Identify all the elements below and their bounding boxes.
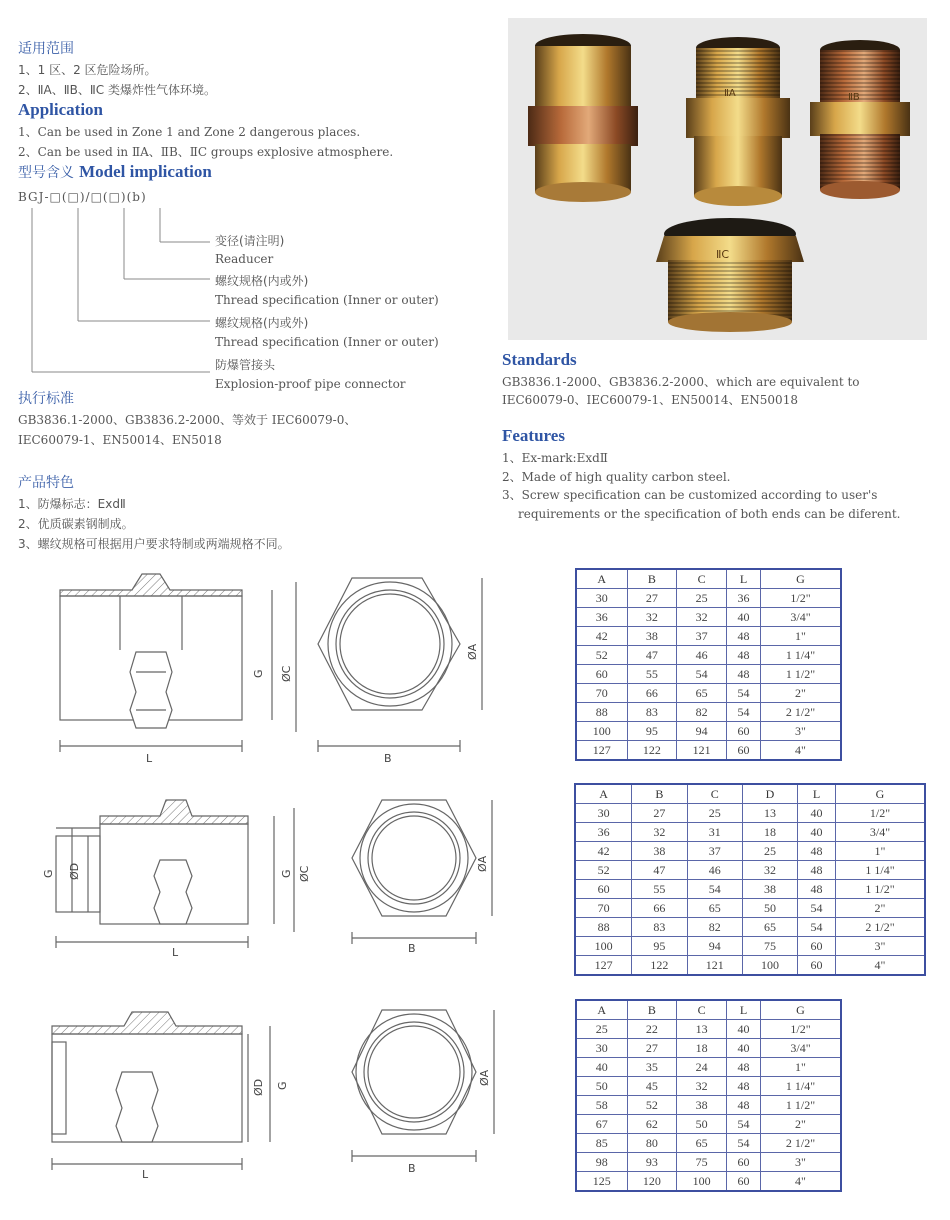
table-cell: 36 [727, 589, 761, 608]
table-cell: 52 [575, 861, 632, 880]
table-row [576, 1096, 841, 1115]
table-cell: 31 [687, 823, 742, 842]
table-cell: 13 [677, 1020, 727, 1039]
table-header-row [576, 1000, 841, 1020]
drawing-3-side [52, 1012, 270, 1170]
table-cell: 122 [627, 741, 677, 761]
dim-d1-G: G [252, 669, 265, 678]
application-title: Application [18, 100, 104, 119]
application-item-1: 1、Can be used in Zone 1 and Zone 2 dangerous places. [18, 125, 361, 139]
table-cell: 42 [576, 627, 627, 646]
standard-cn-line-1: GB3836.1-2000、GB3836.2-2000、等效于 IEC60079-0、 [18, 413, 357, 427]
application-item-2: 2、Can be used in ⅡA、ⅡB、ⅡC groups explosive atmosphere. [18, 145, 394, 159]
table-cell: 4" [761, 741, 841, 761]
table-cell: 48 [727, 627, 761, 646]
table-cell: 60 [727, 1172, 761, 1192]
table-cell: 100 [742, 956, 797, 976]
dim-d1-B: B [384, 752, 392, 765]
table-cell: 37 [687, 842, 742, 861]
table-header-cell: A [576, 1000, 627, 1020]
table-cell: 100 [575, 937, 632, 956]
dim-d1-L: L [146, 752, 153, 765]
features-cn-item-2: 2、优质碳素钢制成。 [18, 517, 134, 531]
table-cell: 2" [835, 899, 925, 918]
table-cell: 38 [627, 627, 677, 646]
table-cell: 54 [727, 684, 761, 703]
table-header-row [575, 784, 925, 804]
table-cell: 32 [632, 823, 687, 842]
table-cell: 52 [576, 646, 627, 665]
table-header-cell: A [576, 569, 627, 589]
model-label-thread1-cn: 螺纹规格(内或外) [215, 316, 309, 330]
table-cell: 52 [627, 1096, 677, 1115]
table-cell: 66 [627, 684, 677, 703]
table-cell: 1" [761, 1058, 841, 1077]
table-cell: 32 [677, 1077, 727, 1096]
table-cell: 48 [798, 861, 836, 880]
model-title [18, 162, 212, 182]
table-cell: 66 [632, 899, 687, 918]
spec-table-2 [574, 783, 926, 976]
table-header-cell: G [761, 569, 841, 589]
table-cell: 100 [677, 1172, 727, 1192]
table-header-cell: C [677, 1000, 727, 1020]
table-cell: 2 1/2" [835, 918, 925, 937]
table-cell: 83 [632, 918, 687, 937]
table-cell: 47 [632, 861, 687, 880]
features-en-item-3-cont: requirements or the specification of both ends can be diferent. [518, 507, 901, 521]
table-header-cell: B [627, 569, 677, 589]
table-cell: 1 1/4" [835, 861, 925, 880]
table-cell: 48 [798, 880, 836, 899]
model-label-connector-cn: 防爆管接头 [215, 358, 276, 372]
table-cell: 48 [727, 646, 761, 665]
table-cell: 1" [761, 627, 841, 646]
table-cell: 70 [576, 684, 627, 703]
table-cell: 40 [576, 1058, 627, 1077]
model-title-en: Model implication [79, 162, 212, 181]
table-cell: 4" [835, 956, 925, 976]
table-cell: 82 [687, 918, 742, 937]
table-cell: 88 [575, 918, 632, 937]
dim-d3-L: L [142, 1168, 149, 1181]
standards-en-line-1: GB3836.1-2000、GB3836.2-2000、which are equivalent to [502, 375, 860, 389]
table-cell: 94 [677, 722, 727, 741]
table-cell: 1/2" [835, 804, 925, 823]
drawing-1-end [318, 578, 482, 752]
table-row [576, 741, 841, 761]
table-cell: 54 [727, 1134, 761, 1153]
technical-drawings [0, 560, 560, 1200]
photo-mark-1: ⅡA [724, 88, 736, 99]
fitting-2 [686, 37, 790, 206]
spec-table-1 [575, 568, 842, 761]
table-cell: 60 [727, 741, 761, 761]
table-cell: 93 [627, 1153, 677, 1172]
table-cell: 1" [835, 842, 925, 861]
table-cell: 54 [727, 1115, 761, 1134]
table-row [575, 937, 925, 956]
table-cell: 32 [677, 608, 727, 627]
table-cell: 54 [798, 899, 836, 918]
table-cell: 60 [727, 722, 761, 741]
table-row [576, 684, 841, 703]
table-cell: 1 1/4" [761, 646, 841, 665]
dim-d3-A: ØA [478, 1069, 491, 1086]
table-cell: 2" [761, 684, 841, 703]
standards-title-en: Standards [502, 350, 577, 369]
table-cell: 75 [677, 1153, 727, 1172]
table-cell: 3" [761, 722, 841, 741]
table-cell: 1/2" [761, 1020, 841, 1039]
table-row [576, 1058, 841, 1077]
scope-item-1: 1、1 区、2 区危险场所。 [18, 63, 157, 77]
table-cell: 60 [798, 956, 836, 976]
table-cell: 83 [627, 703, 677, 722]
fitting-1 [528, 34, 638, 202]
table-cell: 75 [742, 937, 797, 956]
dim-d1-C: ØC [280, 665, 293, 682]
table-header-cell: A [575, 784, 632, 804]
table-cell: 82 [677, 703, 727, 722]
table-cell: 18 [742, 823, 797, 842]
table-cell: 121 [687, 956, 742, 976]
table-row [576, 1077, 841, 1096]
table-cell: 46 [677, 646, 727, 665]
model-label-thread2-cn: 螺纹规格(内或外) [215, 274, 309, 288]
table-cell: 48 [727, 665, 761, 684]
table-row [575, 842, 925, 861]
photo-mark-3: ⅡC [716, 248, 730, 261]
table-cell: 46 [687, 861, 742, 880]
model-code: BGJ-□(□)/□(□)(b) [18, 190, 147, 204]
table-row [576, 1020, 841, 1039]
drawing-2-end [352, 800, 492, 944]
table-cell: 4" [761, 1172, 841, 1192]
table-cell: 48 [727, 1096, 761, 1115]
dim-d2-B: B [408, 942, 416, 955]
table-cell: 88 [576, 703, 627, 722]
table-cell: 38 [632, 842, 687, 861]
scope-title-cn: 适用范围 [18, 41, 74, 57]
table-cell: 127 [575, 956, 632, 976]
table-cell: 27 [632, 804, 687, 823]
table-row [576, 1115, 841, 1134]
table-cell: 25 [576, 1020, 627, 1039]
table-header-cell: B [632, 784, 687, 804]
table-cell: 45 [627, 1077, 677, 1096]
features-en-item-1: 1、Ex-mark:ExdⅡ [502, 451, 608, 465]
model-label-reducer-cn: 变径(请注明) [215, 234, 285, 248]
fitting-3 [810, 40, 910, 199]
table-cell: 60 [576, 665, 627, 684]
table-row [575, 804, 925, 823]
table-cell: 2 1/2" [761, 703, 841, 722]
table-cell: 22 [627, 1020, 677, 1039]
table-cell: 67 [576, 1115, 627, 1134]
drawing-2-side [56, 800, 294, 948]
table-cell: 98 [576, 1153, 627, 1172]
table-cell: 54 [798, 918, 836, 937]
table-row [576, 627, 841, 646]
table-header-cell: G [835, 784, 925, 804]
table-cell: 65 [687, 899, 742, 918]
table-cell: 121 [677, 741, 727, 761]
table-row [576, 1172, 841, 1192]
drawing-3-end [352, 1010, 494, 1162]
table-cell: 24 [677, 1058, 727, 1077]
table-cell: 30 [575, 804, 632, 823]
table-cell: 1 1/2" [761, 665, 841, 684]
table-cell: 1/2" [761, 589, 841, 608]
table-cell: 58 [576, 1096, 627, 1115]
table-cell: 42 [575, 842, 632, 861]
dim-d2-L: L [172, 946, 179, 959]
table-cell: 38 [742, 880, 797, 899]
drawing-1-side [60, 574, 296, 752]
table-cell: 40 [727, 1020, 761, 1039]
table-cell: 48 [727, 1077, 761, 1096]
table-cell: 40 [798, 804, 836, 823]
table-cell: 50 [677, 1115, 727, 1134]
table-cell: 50 [576, 1077, 627, 1096]
table-cell: 85 [576, 1134, 627, 1153]
table-cell: 50 [742, 899, 797, 918]
model-label-connector-en: Explosion-proof pipe connector [215, 377, 406, 391]
table-header-cell: G [761, 1000, 841, 1020]
table-cell: 54 [677, 665, 727, 684]
table-cell: 65 [677, 1134, 727, 1153]
features-cn-item-1: 1、防爆标志：ExdⅡ [18, 497, 126, 511]
table-cell: 18 [677, 1039, 727, 1058]
dim-d2-G-right: G [280, 869, 293, 878]
table-cell: 122 [632, 956, 687, 976]
table-cell: 95 [632, 937, 687, 956]
table-cell: 3/4" [835, 823, 925, 842]
standard-cn-line-2: IEC60079-1、EN50014、EN5018 [18, 433, 222, 447]
table-cell: 40 [727, 608, 761, 627]
model-title-cn: 型号含义 [18, 165, 74, 181]
table-row [576, 722, 841, 741]
table-row [576, 646, 841, 665]
table-row [576, 1039, 841, 1058]
table-cell: 60 [798, 937, 836, 956]
scope-item-2: 2、ⅡA、ⅡB、ⅡC 类爆炸性气体环境。 [18, 83, 216, 97]
table-row [576, 1134, 841, 1153]
table-cell: 65 [742, 918, 797, 937]
table-cell: 80 [627, 1134, 677, 1153]
model-label-thread2-en: Thread specification (Inner or outer) [215, 293, 439, 307]
dim-d3-D: ØD [252, 1078, 265, 1096]
product-photo [508, 18, 927, 340]
table-cell: 30 [576, 589, 627, 608]
table-header-cell: C [677, 569, 727, 589]
table-cell: 13 [742, 804, 797, 823]
table-cell: 48 [798, 842, 836, 861]
table-cell: 62 [627, 1115, 677, 1134]
table-cell: 25 [677, 589, 727, 608]
table-cell: 35 [627, 1058, 677, 1077]
table-cell: 3/4" [761, 608, 841, 627]
table-cell: 32 [742, 861, 797, 880]
table-header-cell: L [727, 569, 761, 589]
table-cell: 94 [687, 937, 742, 956]
table-cell: 125 [576, 1172, 627, 1192]
table-header-cell: B [627, 1000, 677, 1020]
standard-title-cn: 执行标准 [18, 391, 74, 407]
features-en-item-3: 3、Screw specification can be customized according to user's [502, 488, 878, 502]
table-cell: 36 [575, 823, 632, 842]
table-cell: 48 [727, 1058, 761, 1077]
table-cell: 70 [575, 899, 632, 918]
dim-d2-G-left: G [42, 869, 55, 878]
table-cell: 65 [677, 684, 727, 703]
dim-d2-A: ØA [476, 855, 489, 872]
table-cell: 3/4" [761, 1039, 841, 1058]
table-row [575, 861, 925, 880]
table-cell: 60 [727, 1153, 761, 1172]
table-cell: 37 [677, 627, 727, 646]
table-cell: 1 1/2" [835, 880, 925, 899]
table-header-row [576, 569, 841, 589]
features-cn-item-3: 3、螺纹规格可根据用户要求特制或两端规格不同。 [18, 537, 290, 551]
table-cell: 36 [576, 608, 627, 627]
table-cell: 30 [576, 1039, 627, 1058]
table-cell: 2" [761, 1115, 841, 1134]
dim-d1-A: ØA [466, 643, 479, 660]
table-row [576, 1153, 841, 1172]
table-header-cell: L [798, 784, 836, 804]
table-cell: 25 [687, 804, 742, 823]
table-row [575, 823, 925, 842]
photo-mark-2: ⅡB [848, 92, 860, 103]
table-row [575, 899, 925, 918]
table-cell: 2 1/2" [761, 1134, 841, 1153]
features-title-cn: 产品特色 [18, 475, 74, 491]
table-cell: 32 [627, 608, 677, 627]
fitting-4 [656, 218, 804, 332]
table-cell: 54 [727, 703, 761, 722]
table-cell: 27 [627, 589, 677, 608]
table-row [576, 589, 841, 608]
table-cell: 95 [627, 722, 677, 741]
features-en-item-2: 2、Made of high quality carbon steel. [502, 470, 731, 484]
table-cell: 1 1/2" [761, 1096, 841, 1115]
table-cell: 127 [576, 741, 627, 761]
table-cell: 55 [632, 880, 687, 899]
table-cell: 1 1/4" [761, 1077, 841, 1096]
spec-table-3 [575, 999, 842, 1192]
table-header-cell: D [742, 784, 797, 804]
features-title-en: Features [502, 426, 565, 445]
table-row [576, 703, 841, 722]
table-cell: 25 [742, 842, 797, 861]
table-cell: 120 [627, 1172, 677, 1192]
table-cell: 54 [687, 880, 742, 899]
standards-en-line-2: IEC60079-0、IEC60079-1、EN50014、EN50018 [502, 393, 798, 407]
model-label-thread1-en: Thread specification (Inner or outer) [215, 335, 439, 349]
table-cell: 40 [798, 823, 836, 842]
table-row [575, 880, 925, 899]
dim-d2-C: ØC [298, 865, 311, 882]
table-cell: 100 [576, 722, 627, 741]
table-row [576, 665, 841, 684]
table-cell: 38 [677, 1096, 727, 1115]
dim-d2-D: ØD [68, 862, 81, 880]
table-cell: 60 [575, 880, 632, 899]
table-cell: 40 [727, 1039, 761, 1058]
table-row [575, 918, 925, 937]
dim-d3-G: G [276, 1081, 289, 1090]
table-header-cell: C [687, 784, 742, 804]
table-header-cell: L [727, 1000, 761, 1020]
table-cell: 47 [627, 646, 677, 665]
table-cell: 3" [761, 1153, 841, 1172]
model-label-reducer-en: Readucer [215, 252, 274, 266]
table-cell: 3" [835, 937, 925, 956]
dim-d3-B: B [408, 1162, 416, 1175]
table-cell: 27 [627, 1039, 677, 1058]
table-cell: 55 [627, 665, 677, 684]
table-row [575, 956, 925, 976]
table-row [576, 608, 841, 627]
